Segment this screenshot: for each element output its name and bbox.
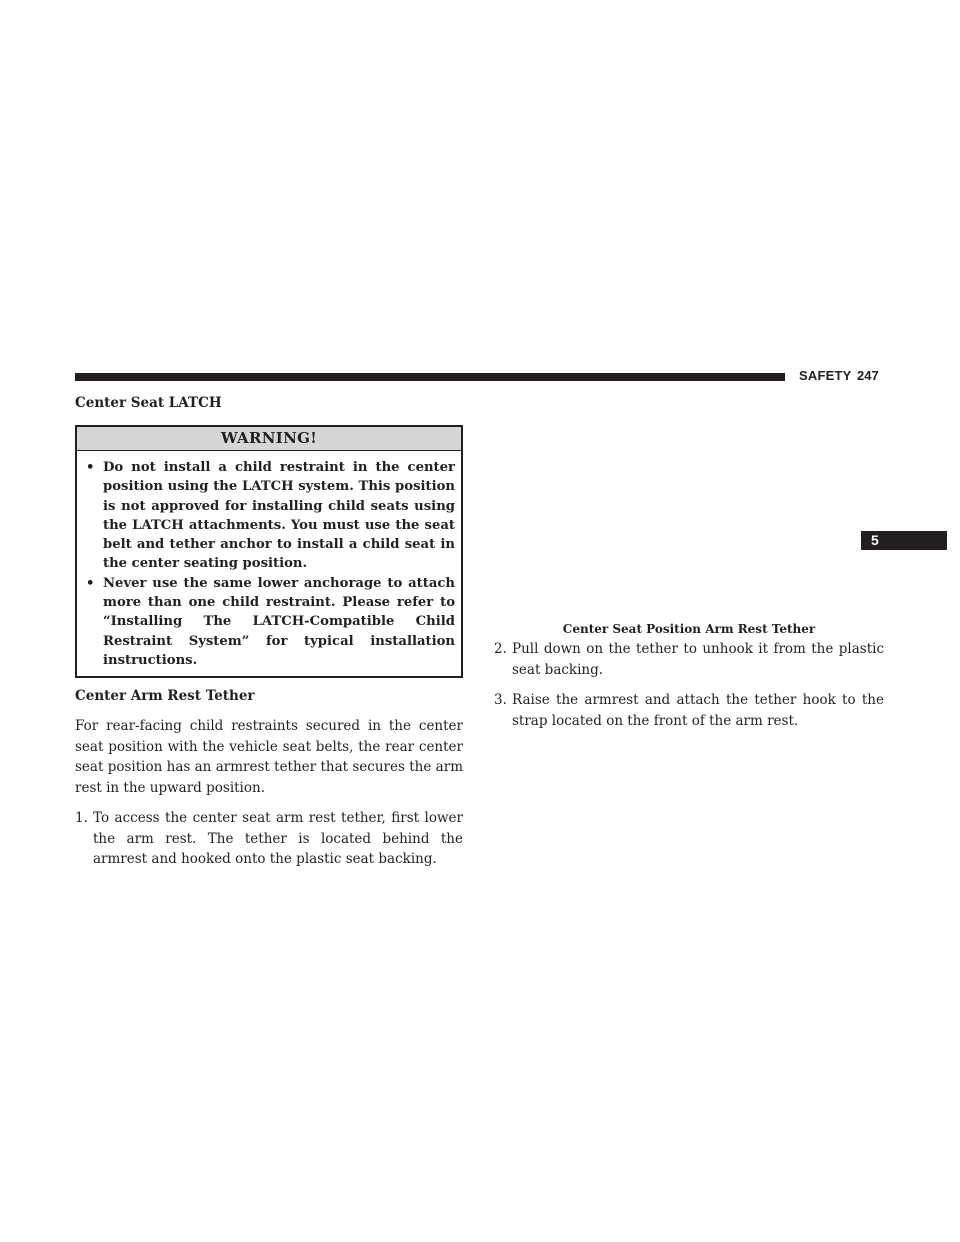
page-number: 247 — [857, 368, 879, 383]
step-number: 3. — [494, 692, 507, 708]
step-text: Raise the armrest and attach the tether hook to the strap located on the front of the arm rest. — [512, 692, 884, 729]
left-column — [75, 393, 463, 870]
figure-caption: Center Seat Position Arm Rest Tether — [562, 622, 816, 636]
body-paragraph: For rear-facing child restraints secured in the center seat position with the vehicle seat belts, the rear center seat position has an armrest tether that secures the arm rest in the upward position. — [75, 718, 463, 796]
bullet-dot-icon: • — [86, 460, 95, 475]
step-text: Pull down on the tether to unhook it from the plastic seat backing. — [512, 641, 884, 678]
section-heading-center-seat-latch: Center Seat LATCH — [75, 395, 222, 411]
step-number: 1. — [75, 810, 88, 827]
header-rule — [75, 373, 785, 381]
step-item — [75, 808, 463, 870]
step-text: To access the center seat arm rest tether, first lower the arm rest. The tether is located behind the armrest and hooked onto the plastic seat backing. — [93, 810, 463, 868]
warning-item — [83, 574, 455, 670]
warning-list — [77, 451, 461, 676]
step-item — [494, 690, 884, 731]
warning-item-text: Do not install a child restraint in the center position using the LATCH system. This position is not approved for installing child seats using the LATCH attachments. You must use the seat belt and tether anchor to install a child seat in the center seating position. — [103, 460, 455, 572]
warning-item — [83, 458, 455, 574]
step-item — [494, 639, 884, 680]
warning-box — [75, 425, 463, 678]
right-column — [494, 393, 884, 731]
section-heading-center-arm-rest-tether: Center Arm Rest Tether — [75, 688, 255, 705]
bullet-dot-icon: • — [86, 575, 95, 591]
header-section-title: SAFETY — [799, 368, 852, 383]
warning-title: WARNING! — [77, 427, 461, 451]
figure-placeholder — [494, 393, 884, 621]
warning-item-text: Never use the same lower anchorage to attach more than one child restraint. Please refer to “Installing The LATCH-Compatible Child Restraint System” for typical installation instructions. — [103, 575, 455, 668]
chapter-tab-number: 5 — [871, 532, 879, 548]
step-number: 2. — [494, 641, 507, 657]
